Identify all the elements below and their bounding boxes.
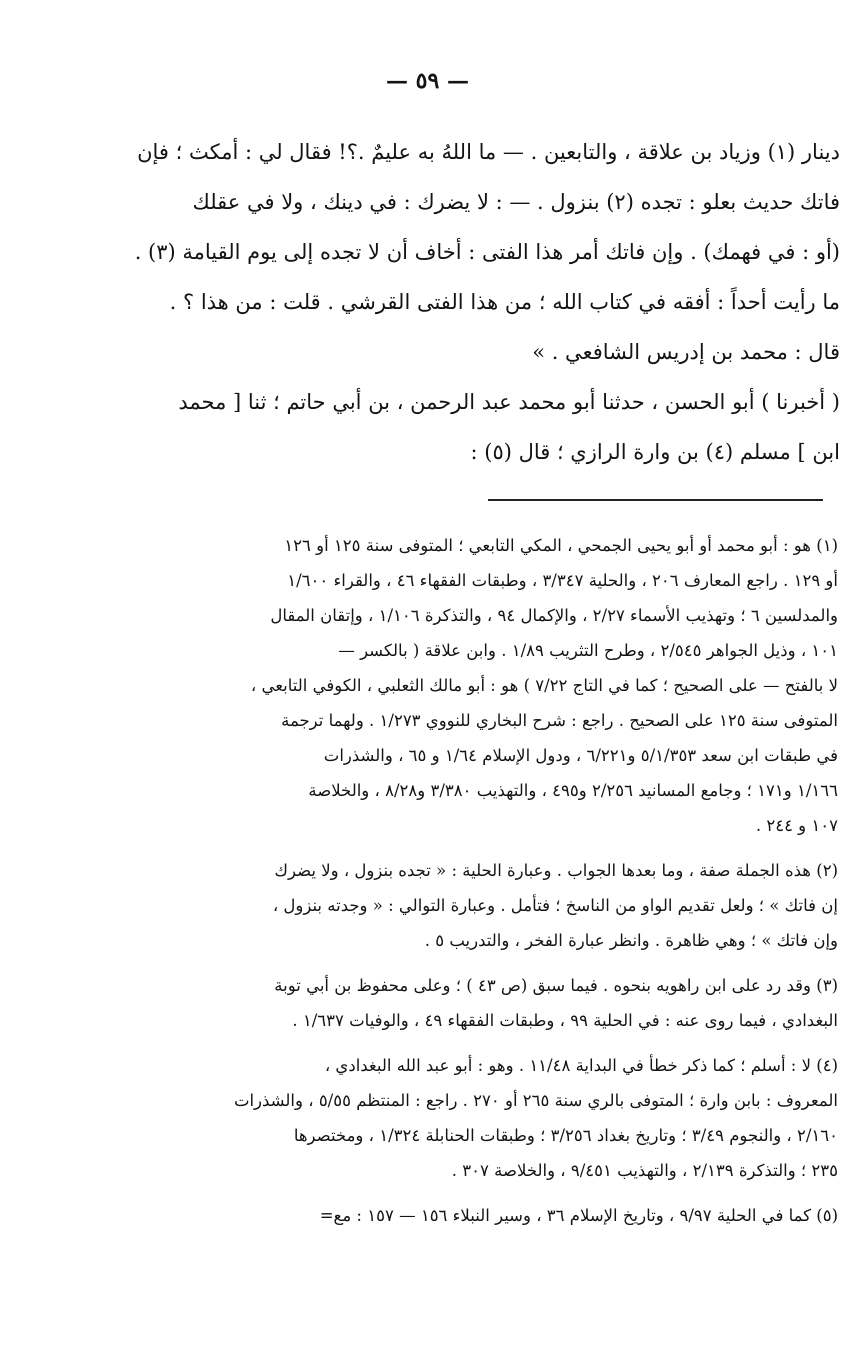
main-text-line: ما رأيت أحداً : أفقه في كتاب الله ؛ من هذا الفتى القرشي . قلت : من هذا ؟ . [169, 290, 840, 314]
main-text-line: دينار (١) وزياد بن علاقة ، والتابعين . — ما اللهُ به عليمٌ .؟! فقال لي : أمكث ؛ فإن [137, 140, 840, 164]
page-number: — ٥٩ — [386, 68, 469, 94]
footnote-line: المعروف : بابن وارة ؛ المتوفى بالري سنة ٢٦٥ أو ٢٧٠ . راجع : المنتظم ٥/٥٥ ، والشذرات [233, 1091, 838, 1110]
footnote-line: والمدلسين ٦ ؛ وتهذيب الأسماء ٢/٢٧ ، والإكمال ٩٤ ، والتذكرة ١/١٠٦ ، وإتقان المقال [270, 606, 838, 625]
footnote-line: ١٠١ ، وذيل الجواهر ٢/٥٤٥ ، وطرح التثريب ١/٨٩ . وابن علاقة ( بالكسر — [338, 641, 838, 660]
footnote-line: (٣) وقد رد على ابن راهويه بنحوه . فيما سبق (ص ٤٣ ) ؛ وعلى محفوظ بن أبي توبة [274, 976, 838, 995]
footnote-line: أو ١٢٩ . راجع المعارف ٢٠٦ ، والحلية ٣/٣٤٧ ، وطبقات الفقهاء ٤٦ ، والقراء ١/٦٠٠ [287, 571, 838, 590]
footnote-line: (٤) لا : أسلم ؛ كما ذكر خطأ في البداية ١١/٤٨ . وهو : أبو عبد الله البغدادي ، [324, 1056, 838, 1075]
footnote-line: (٥) كما في الحلية ٩/٩٧ ، وتاريخ الإسلام ٣٦ ، وسير النبلاء ١٥٦ — ١٥٧ : مع= [319, 1206, 838, 1225]
footnote-line: في طبقات ابن سعد ٥/١/٣٥٣ و٦/٢٢١ ، ودول الإسلام ١/٦٤ و ٦٥ ، والشذرات [323, 746, 838, 765]
footnote-line: (١) هو : أبو محمد أو أبو يحيى الجمحي ، المكي التابعي ؛ المتوفى سنة ١٢٥ أو ١٢٦ [284, 536, 838, 555]
footnote-line: ١٠٧ و ٢٤٤ . [755, 816, 838, 835]
main-text-line: ( أخبرنا ) أبو الحسن ، حدثنا أبو محمد عبد الرحمن ، بن أبي حاتم ؛ ثنا [ محمد [178, 390, 840, 414]
footnote-2 [118, 853, 838, 958]
footnote-line: ٢/١٦٠ ، والنجوم ٣/٤٩ ؛ وتاريخ بغداد ٣/٢٥٦ ؛ وطبقات الحنابلة ١/٣٢٤ ، ومختصرها [293, 1126, 838, 1145]
main-text-line: فاتك حديث بعلو : تجده (٢) بنزول . — : لا يضرك : في دينك ، ولا في عقلك [192, 190, 840, 214]
footnote-line: البغدادي ، فيما روى عنه : في الحلية ٩٩ ، وطبقات الفقهاء ٤٩ ، والوفيات ١/٦٣٧ . [292, 1011, 838, 1030]
main-text-line: قال : محمد بن إدريس الشافعي . » [532, 340, 840, 364]
footnote-line: لا بالفتح — على الصحيح ؛ كما في التاج ٧/٢٢ ) هو : أبو مالك الثعلبي ، الكوفي التابعي ، [250, 676, 838, 695]
footnote-line: وإن فاتك » ؛ وهي ظاهرة . وانظر عبارة الفخر ، والتدريب ٥ . [424, 931, 838, 950]
footnote-5 [118, 1198, 838, 1233]
footnotes [118, 528, 838, 1243]
footnote-separator [488, 499, 823, 501]
footnote-line: ١/١٦٦ و١٧١ ؛ وجامع المسانيد ٢/٢٥٦ و٤٩٥ ، والتهذيب ٣/٣٨٠ و٨/٢٨ ، والخلاصة [308, 781, 838, 800]
main-text [112, 127, 840, 477]
footnote-line: ٢٣٥ ؛ والتذكرة ٢/١٣٩ ، والتهذيب ٩/٤٥١ ، والخلاصة ٣٠٧ . [451, 1161, 838, 1180]
footnote-line: المتوفى سنة ١٢٥ على الصحيح . راجع : شرح البخاري للنووي ١/٢٧٣ . ولهما ترجمة [281, 711, 838, 730]
footnote-3 [118, 968, 838, 1038]
main-text-line: (أو : في فهمك) . وإن فاتك أمر هذا الفتى : أخاف أن لا تجده إلى يوم القيامة (٣) . [134, 240, 840, 264]
main-text-line: ابن ] مسلم (٤) بن وارة الرازي ؛ قال (٥) : [470, 440, 840, 464]
footnote-1 [118, 528, 838, 843]
footnote-4 [118, 1048, 838, 1188]
footnote-line: إن فاتك » ؛ ولعل تقديم الواو من الناسخ ؛ فتأمل . وعبارة التوالي : « وجدته بنزول ، [272, 896, 838, 915]
footnote-line: (٢) هذه الجملة صفة ، وما بعدها الجواب . وعبارة الحلية : « تجده بنزول ، ولا يضرك [274, 861, 838, 880]
